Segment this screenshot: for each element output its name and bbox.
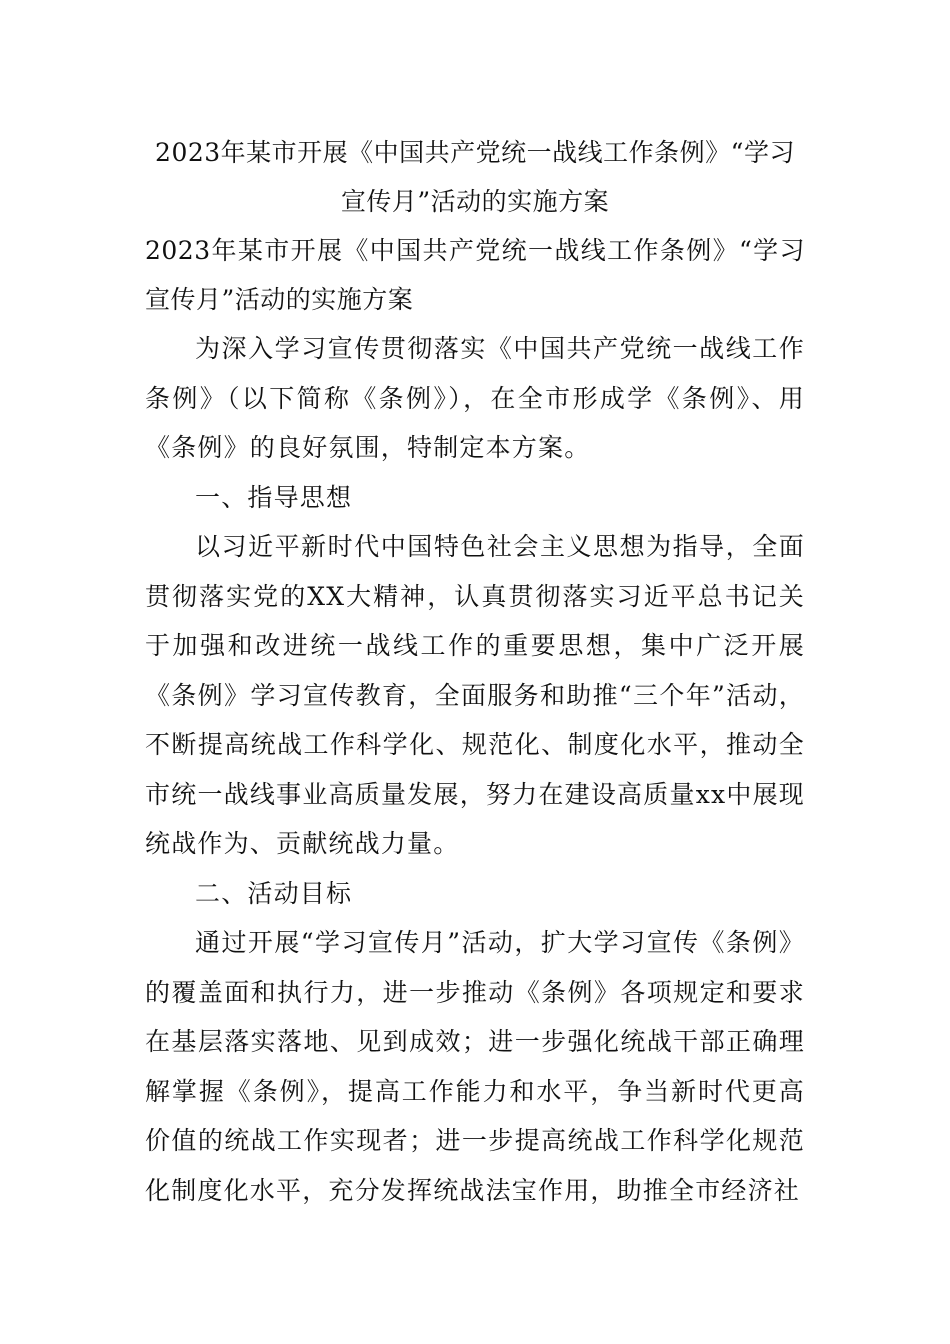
section-heading-activity-goals: 二、活动目标 — [195, 878, 353, 908]
document-subtitle: 2023年某市开展《中国共产党统一战线工作条例》“学习宣传月”活动的实施方案 — [145, 236, 805, 314]
intro-paragraph: 为深入学习宣传贯彻落实《中国共产党统一战线工作条例》（以下简称《条例》），在全市形成学《条例》、用《条例》的良好氛围，特制定本方案。 — [145, 334, 805, 462]
document-page — [145, 128, 805, 1215]
section-body-guiding-ideology: 以习近平新时代中国特色社会主义思想为指导，全面贯彻落实党的XX大精神，认真贯彻落实习近平总书记关于加强和改进统一战线工作的重要思想，集中广泛开展《条例》学习宣传教育，全面服务和助推“三个年”活动，不断提高统战工作科学化、规范化、制度化水平，推动全市统一战线事业高质量发展，努力在建设高质量xx中展现统战作为、贡献统战力量。 — [145, 532, 805, 858]
section-heading-guiding-ideology: 一、指导思想 — [195, 482, 353, 512]
title-line-1: 2023年某市开展《中国共产党统一战线工作条例》“学习 — [155, 138, 795, 167]
document-title — [145, 128, 805, 226]
title-line-2: 宣传月”活动的实施方案 — [340, 187, 610, 216]
section-body-activity-goals: 通过开展“学习宣传月”活动，扩大学习宣传《条例》的覆盖面和执行力，进一步推动《条例》各项规定和要求在基层落实落地、见到成效；进一步强化统战干部正确理解掌握《条例》，提高工作能力和水平，争当新时代更高价值的统战工作实现者；进一步提高统战工作科学化规范化制度化水平，充分发挥统战法宝作用，助推全市经济社 — [145, 928, 805, 1205]
